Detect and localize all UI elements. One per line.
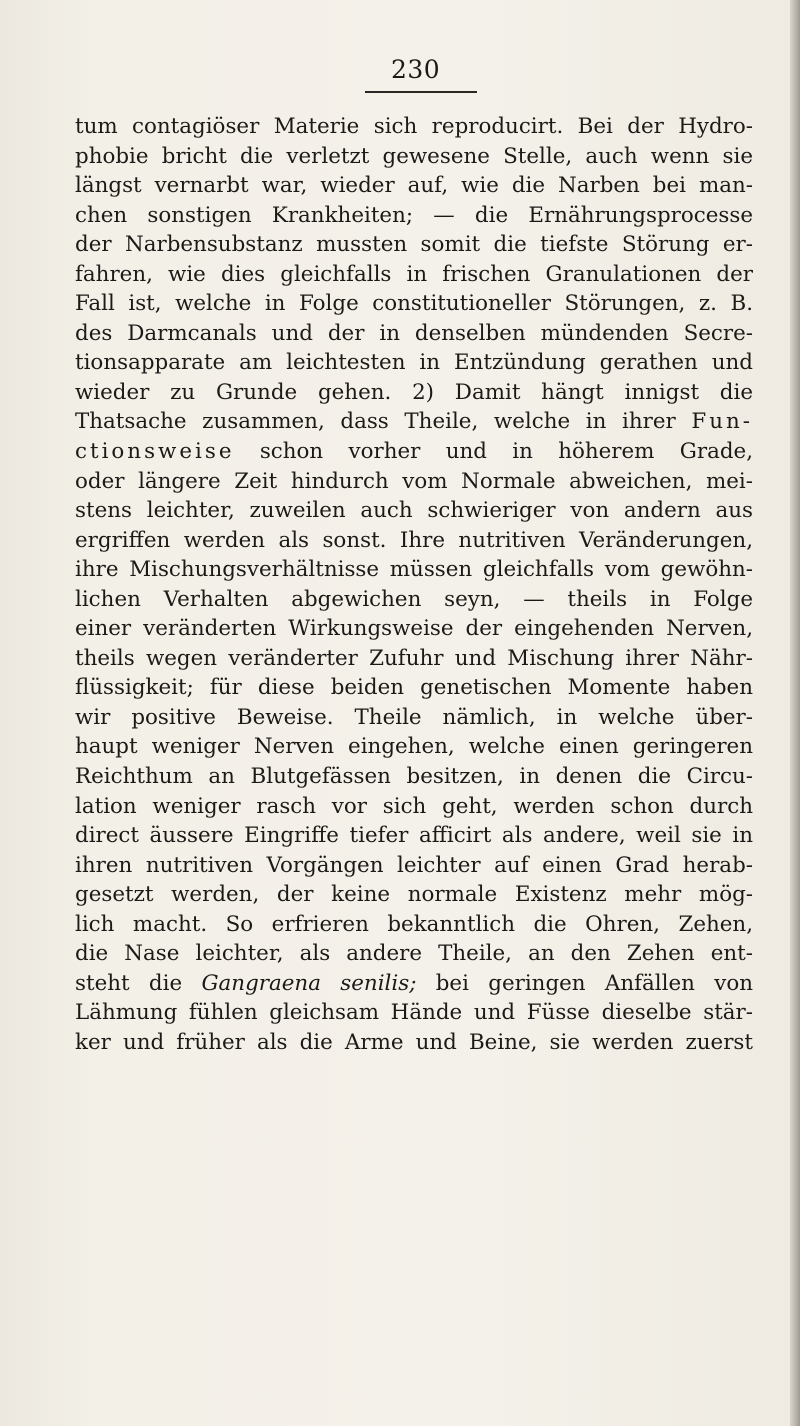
text-line: der Narbensubstanz mussten somit die tiefste Störung er- [75, 232, 753, 258]
text-line: flüssigkeit; für diese beiden genetischen Momente haben [75, 675, 753, 701]
text-line: einer veränderten Wirkungsweise der eingehenden Nerven, [75, 616, 753, 642]
page-number: 230 [391, 55, 441, 84]
text-line: theils wegen veränderter Zufuhr und Mischung ihrer Nähr- [75, 645, 753, 671]
text-line: lichen Verhalten abgewichen seyn, — theils in Folge [75, 586, 753, 612]
text-line: Lähmung fühlen gleichsam Hände und Füsse dieselbe stär- [75, 1000, 753, 1026]
text-line: wieder zu Grunde gehen. 2) Damit hängt innigst die [75, 379, 753, 405]
text-line: lich macht. So erfrieren bekanntlich die Ohren, Zehen, [75, 911, 753, 937]
text-line: Reichthum an Blutgefässen besitzen, in denen die Circu- [75, 764, 753, 790]
text-line: ker und früher als die Arme und Beine, sie werden zuerst [75, 1029, 753, 1055]
text-line: die Nase leichter, als andere Theile, an den Zehen ent- [75, 941, 753, 967]
text-line: fahren, wie dies gleichfalls in frischen Granulationen der [75, 261, 753, 287]
text-line: chen sonstigen Krankheiten; — die Ernährungsprocesse [75, 202, 753, 228]
page-edge-shadow [790, 0, 800, 1426]
italic-term: Gangraena senilis; [201, 970, 417, 996]
text-line: oder längere Zeit hindurch vom Normale abweichen, mei- [75, 468, 753, 494]
header-rule [365, 91, 477, 93]
text-line: Thatsache zusammen, dass Theile, welche in ihrer Fun- [75, 409, 753, 435]
text-line: Fall ist, welche in Folge constitutioneller Störungen, z. B. [75, 291, 753, 317]
text-line: des Darmcanals und der in denselben mündenden Secre- [75, 320, 753, 346]
text-line: längst vernarbt war, wieder auf, wie die Narben bei man- [75, 173, 753, 199]
body-text [75, 112, 753, 1058]
text-line: ctionsweise schon vorher und in höherem Grade, [75, 439, 753, 465]
text-line: ergriffen werden als sonst. Ihre nutritiven Veränderungen, [75, 527, 753, 553]
text-line: lation weniger rasch vor sich geht, werden schon durch [75, 793, 753, 819]
spaced-emphasis: Fun- [691, 409, 753, 435]
text-line: ihren nutritiven Vorgängen leichter auf einen Grad herab- [75, 852, 753, 878]
text-line: steht die Gangraena senilis; bei geringen Anfällen von [75, 970, 753, 996]
spaced-emphasis: ctionsweise [75, 439, 235, 465]
text-line: wir positive Beweise. Theile nämlich, in welche über- [75, 704, 753, 730]
text-line: haupt weniger Nerven eingehen, welche einen geringeren [75, 734, 753, 760]
text-line: gesetzt werden, der keine normale Existenz mehr mög- [75, 882, 753, 908]
text-line: ihre Mischungsverhältnisse müssen gleichfalls vom gewöhn- [75, 557, 753, 583]
text-line: phobie bricht die verletzt gewesene Stelle, auch wenn sie [75, 143, 753, 169]
text-line: tionsapparate am leichtesten in Entzündung gerathen und [75, 350, 753, 376]
text-line: tum contagiöser Materie sich reproducirt. Bei der Hydro- [75, 114, 753, 139]
text-line: stens leichter, zuweilen auch schwieriger von andern aus [75, 498, 753, 524]
text-line: direct äussere Eingriffe tiefer afficirt als andere, weil sie in [75, 823, 753, 849]
